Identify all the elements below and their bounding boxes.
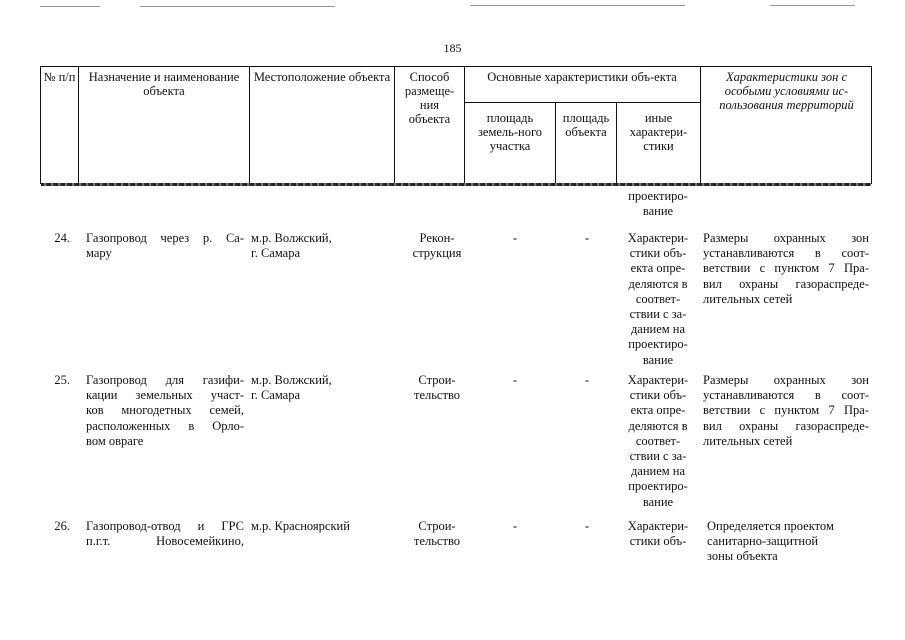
row-number: 24.	[54, 231, 70, 245]
column-divider	[78, 67, 79, 183]
scan-artifact-bar	[41, 183, 871, 186]
header-location: Местоположение объекта	[253, 70, 391, 84]
header-object-area: площадь объекта	[562, 111, 610, 139]
row-number: 26.	[54, 519, 70, 533]
row-method: Строи- тельство	[413, 373, 461, 403]
header-special-zones: Характеристики зон с особыми условиями ис-пользования территорий	[719, 70, 854, 112]
header-main-characteristics: Основные характеристики объ-екта	[487, 70, 677, 84]
table-header	[40, 66, 872, 184]
column-divider	[464, 67, 465, 183]
row-method: Строи- тельство	[413, 519, 461, 549]
row-name: Газопровод для газифи- кации земельных участ- ков многодетных семей, расположенных в Орло- вом овраге	[86, 373, 244, 448]
header-number: № п/п	[43, 70, 76, 84]
row-object-area: -	[584, 519, 590, 533]
row-number: 25.	[54, 373, 70, 387]
column-divider	[616, 102, 617, 183]
row-land-area: -	[512, 373, 518, 387]
row-land-area: -	[512, 231, 518, 245]
column-divider	[555, 102, 556, 183]
header-land-area: площадь земель-ного участка	[477, 111, 543, 153]
scan-artifact-line	[470, 5, 685, 6]
header-method: Способ размеще-ния объекта	[404, 70, 455, 126]
row-special-zones: Размеры охранных зон устанавливаются в соот- ветствии с пунктом 7 Пра- вил охраны газораспреде- лительных сетей	[703, 373, 869, 448]
row-location: м.р. Красноярский	[251, 519, 350, 533]
row-location: м.р. Волжский, г. Самара	[251, 231, 332, 261]
row-other-characteristics: Характери- стики объ-	[627, 519, 689, 549]
row-special-zones: Определяется проектом санитарно-защитной зоны объекта	[707, 519, 834, 564]
page-number: 185	[443, 41, 462, 55]
row-other-characteristics: Характери- стики объ- екта опре- деляются в соответ- ствии с за- данием на проектиро- вание	[627, 231, 689, 367]
scan-artifact-line	[770, 5, 855, 6]
row-land-area: -	[512, 519, 518, 533]
row-object-area: -	[584, 231, 590, 245]
row-method: Рекон- струкция	[412, 231, 462, 261]
column-divider	[700, 67, 701, 183]
column-divider	[249, 67, 250, 183]
row-other-characteristics: Характери- стики объ- екта опре- деляются в соответ- ствии с за- данием на проектиро- вание	[627, 373, 689, 509]
row-special-zones: Размеры охранных зон устанавливаются в соот- ветствии с пунктом 7 Пра- вил охраны газораспреде- лительных сетей	[703, 231, 869, 306]
header-name: Назначение и наименование объекта	[88, 70, 240, 98]
header-other-characteristics: иные характери-стики	[629, 111, 688, 153]
subheader-divider	[464, 102, 700, 103]
row-name: Газопровод-отвод и ГРС п.г.т. Новосемейкино,	[86, 519, 244, 549]
row-location: м.р. Волжский, г. Самара	[251, 373, 332, 403]
scan-artifact-line	[140, 6, 335, 7]
row-name: Газопровод через р. Са- мару	[86, 231, 244, 261]
row-object-area: -	[584, 373, 590, 387]
carryover-other: проектиро- вание	[628, 189, 688, 219]
column-divider	[394, 67, 395, 183]
scan-artifact-line	[40, 6, 100, 7]
